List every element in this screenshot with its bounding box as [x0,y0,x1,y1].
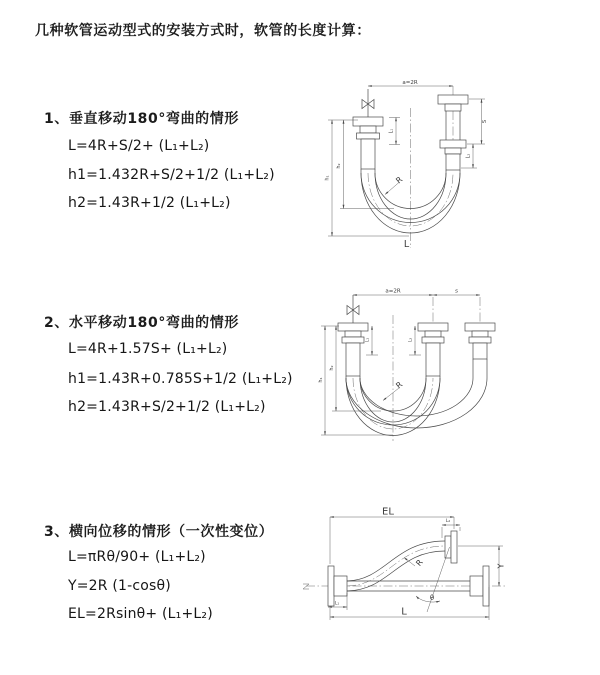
diagram-vertical-180-bend [312,78,497,256]
braided-hose-section [446,154,460,170]
dim-label-el: EL [382,506,394,518]
dim-label-fit1: L₁ [365,337,371,343]
section-1-heading: 1、垂直移动180°弯曲的情形 [44,111,239,127]
right-pipe [438,86,468,173]
section-3-formula-EL: EL=2Rsinθ+ (L₁+L₂) [68,606,213,622]
dim-label-angle: θ [429,594,435,602]
dimensions [318,289,480,436]
section-2-formula-h2: h2=1.43R+S/2+1/2 (L₁+L₂) [68,399,266,415]
braided-hose-section [473,343,487,359]
dim-label-fit2: L₂ [445,519,451,524]
curved-hose-displaced-position [347,541,445,591]
page-title: 几种软管运动型式的安装方式时，软管的长度计算： [35,23,371,39]
diagram-horizontal-180-bend [313,283,503,445]
braided-hose-section [361,139,375,169]
dim-label-h2: h₂ [336,163,342,169]
section-2-formula-L: L=4R+1.57S+ (L₁+L₂) [68,341,228,357]
right-flange [470,566,489,606]
dim-label-span: a=2R [385,288,401,295]
upper-flange [445,531,457,563]
dim-label-h2: h₂ [329,365,335,371]
dimensions [325,80,489,250]
dim-label-radius: R [414,557,425,568]
diagram-lateral-displacement [298,500,510,628]
left-flange [328,566,347,606]
dim-label-span: a=2R [402,80,418,86]
braided-hose-section [346,343,360,376]
dim-label-fit1: L₁ [389,128,395,134]
dim-label-fit1: L₁ [334,601,340,607]
braided-hose-section [426,343,440,376]
section-1-formula-h1: h1=1.432R+S/2+1/2 (L₁+L₂) [68,167,275,183]
dim-label-length: L [403,239,410,250]
dim-label-h1: h₁ [318,377,324,383]
dim-label-travel: s [455,288,458,295]
section-1-formula-h2: h2=1.43R+1/2 (L₁+L₂) [68,195,231,211]
pipe-break-mark [303,584,309,589]
section-2-formula-h1: h1=1.43R+0.785S+1/2 (L₁+L₂) [68,371,293,387]
section-3-formula-L: L=πRθ/90+ (L₁+L₂) [68,549,206,565]
dim-label-travel: S [482,119,488,124]
left-pipe [353,89,383,173]
dimensions [328,507,506,621]
left-pipe [338,295,368,378]
section-3-heading: 3、横向位移的情形（一次性变位） [44,524,274,540]
middle-pipe [418,297,448,378]
right-pipe [465,297,495,378]
dim-label-h1: h₁ [324,175,331,181]
dim-label-length: L [401,606,407,618]
section-1-formula-L: L=4R+S/2+ (L₁+L₂) [68,138,210,154]
dim-label-radius: R [394,379,405,391]
dim-label-y: Y [496,563,506,569]
dim-label-fit2: L₂ [466,153,472,159]
section-2-heading: 2、水平移动180°弯曲的情形 [44,315,239,331]
dim-label-fit2: L₂ [408,337,414,343]
section-3-formula-Y: Y=2R (1-cosθ) [68,578,171,594]
u-bend-hoses [346,378,487,435]
dim-label-radius: R [394,174,405,186]
